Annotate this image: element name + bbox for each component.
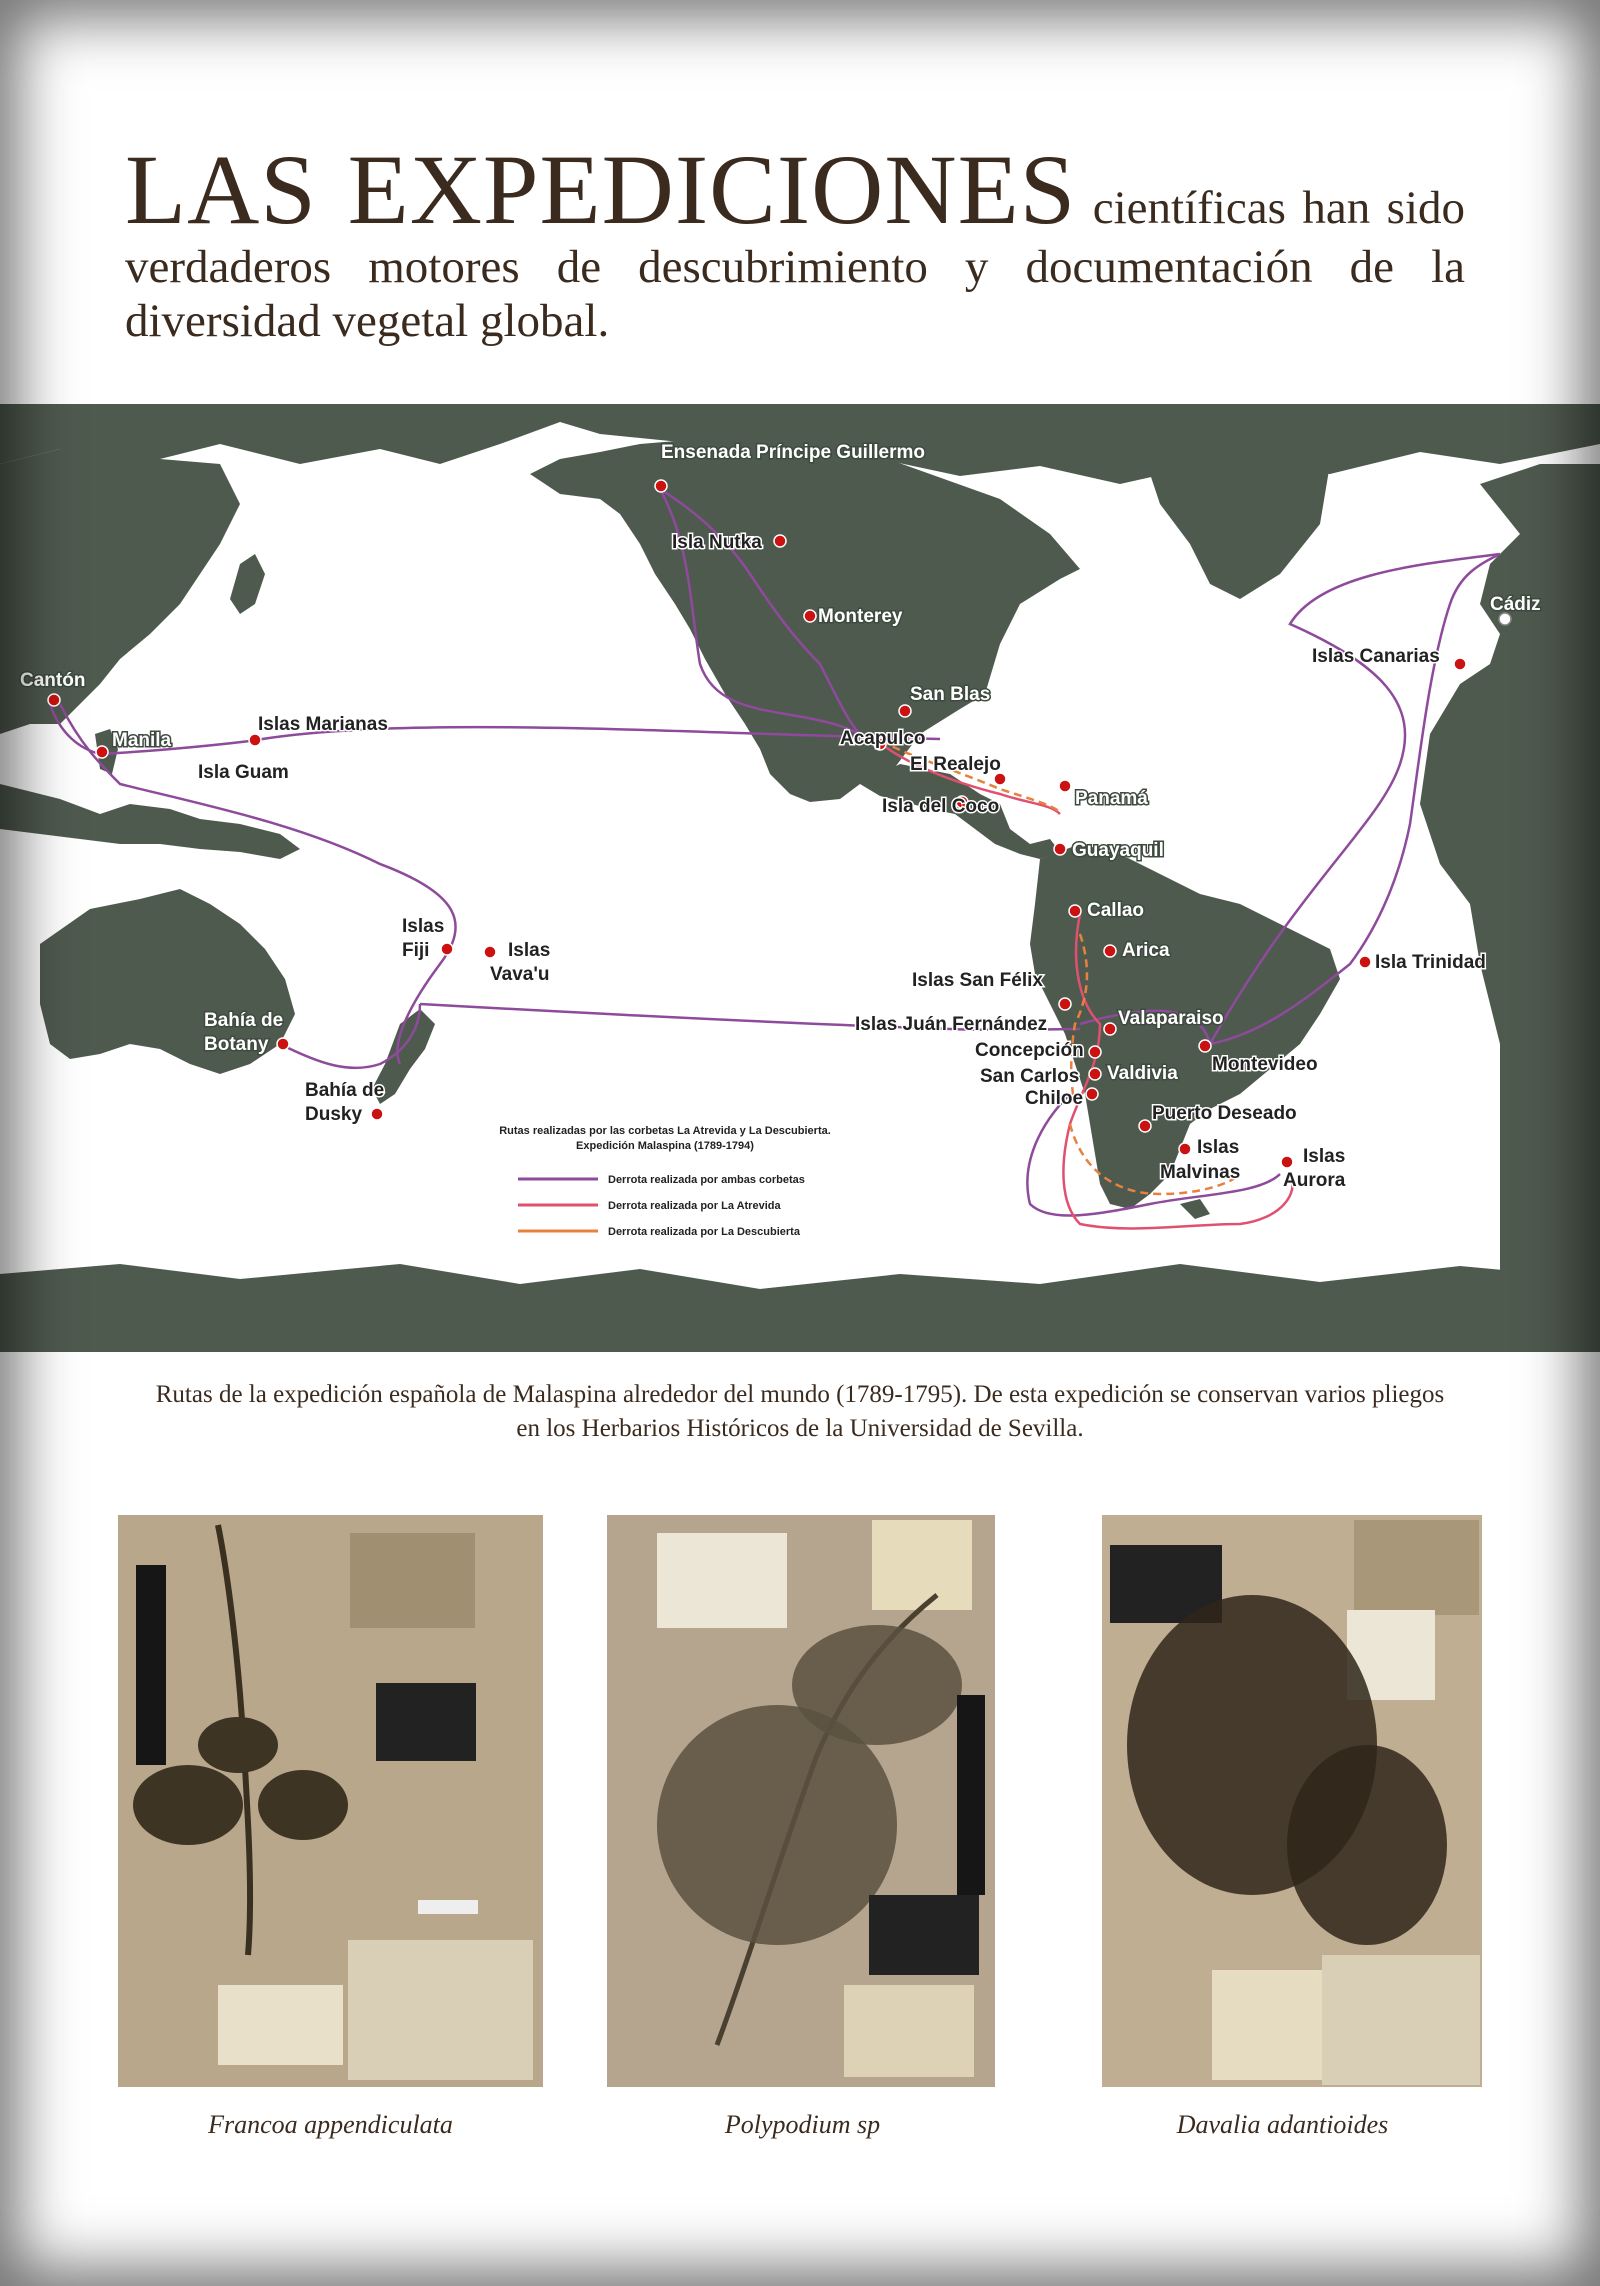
stop-trinidad: [1359, 956, 1371, 968]
stop-chiloe: [1086, 1088, 1098, 1100]
label-fiji-2: Fiji: [402, 940, 430, 961]
label-cadiz: Cádiz: [1490, 594, 1541, 615]
stop-canton: [48, 694, 60, 706]
label-valparaiso: Valaparaiso: [1118, 1008, 1224, 1029]
label-dusky-2: Dusky: [305, 1104, 363, 1125]
label-malvinas: Malvinas: [1160, 1162, 1241, 1183]
label-deseado: Puerto Deseado: [1152, 1103, 1297, 1124]
stop-botany: [277, 1038, 289, 1050]
legend-item-both: Derrota realizada por ambas corbetas: [608, 1174, 805, 1186]
color-chart: [376, 1683, 476, 1761]
specimen-name-1: Francoa appendiculata: [208, 2110, 453, 2139]
map-caption: Rutas de la expedición española de Malaspina alrededor del mundo (1789-1795). De esta expedición se conservan varios pliegos en los Herbarios Históricos de la Universidad de Sevilla.: [155, 1381, 1445, 1442]
label-trinidad: Isla Trinidad: [1375, 952, 1486, 973]
stop-manila: [96, 746, 108, 758]
label-valdivia: Valdivia: [1107, 1063, 1178, 1084]
stop-panama: [1059, 780, 1071, 792]
label-ensenada: Ensenada Príncipe Guillermo: [661, 442, 925, 463]
label-guam: Isla Guam: [198, 762, 289, 783]
stop-ensenada: [655, 480, 667, 492]
route-map: [0, 404, 1600, 1352]
stop-valparaiso: [1104, 1023, 1116, 1035]
label-concepcion: Concepción: [975, 1040, 1084, 1061]
stop-nutka: [774, 535, 786, 547]
specimen-image-3: [1102, 1515, 1482, 2087]
label-fiji-1: Islas: [402, 916, 445, 937]
label-slip: [1322, 1955, 1480, 2085]
scale-bar: [136, 1565, 166, 1765]
color-chart: [869, 1895, 979, 1975]
stop-deseado: [1139, 1120, 1151, 1132]
label-realejo: El Realejo: [910, 754, 1001, 775]
label-coco: Isla del Coco: [882, 796, 1000, 817]
stop-monterey: [804, 610, 816, 622]
frond: [792, 1625, 962, 1745]
label-guayaquil: Guayaquil: [1072, 840, 1164, 861]
stop-vavau: [484, 946, 496, 958]
stop-guayaquil: [1054, 843, 1066, 855]
map-svg: [0, 404, 1600, 1352]
headline-text: científicas han sido verdaderos motores de descubrimiento y documentación de la diversidad vegetal global.: [125, 182, 1465, 347]
legend-item-atrevida: Derrota realizada por La Atrevida: [608, 1200, 781, 1212]
label-dusky-1: Bahía de: [305, 1080, 385, 1101]
label-arica: Arica: [1122, 940, 1170, 961]
specimen-sheet-1: [118, 1515, 543, 2087]
headline: [125, 134, 1465, 348]
label-canarias: Islas Canarias: [1312, 646, 1440, 667]
label-juanfernandez: Islas Juán Fernández: [855, 1014, 1048, 1035]
stop-montevideo: [1199, 1040, 1211, 1052]
label-slip: [1212, 1970, 1322, 2080]
label-slip: [218, 1985, 343, 2065]
specimen-name-3: Davalia adantioides: [1176, 2110, 1389, 2139]
stop-arica: [1104, 945, 1116, 957]
specimen-image-1: [118, 1515, 543, 2087]
label-sancarlos: San Carlos: [980, 1066, 1080, 1087]
barcode: [418, 1900, 478, 1914]
label-vavau-1: Islas: [508, 940, 551, 961]
label-slip: [844, 1985, 974, 2077]
label-callao: Callao: [1087, 900, 1145, 921]
stop-canarias: [1454, 658, 1466, 670]
headline-title: LAS EXPEDICIONES: [125, 134, 1077, 245]
label-sanfelix: Islas San Félix: [912, 970, 1043, 991]
label-marianas: Islas Marianas: [258, 714, 388, 735]
frond: [1287, 1745, 1447, 1945]
stop-malvinas: [1179, 1143, 1191, 1155]
label-slip: [872, 1520, 972, 1610]
label-aurora-2: Aurora: [1283, 1170, 1346, 1191]
label-islas-malvinas: Islas: [1197, 1137, 1240, 1158]
stop-fiji: [441, 943, 453, 955]
legend-item-descubierta: Derrota realizada por La Descubierta: [608, 1226, 800, 1238]
label-acapulco: Acapulco: [840, 728, 926, 749]
label-aurora-1: Islas: [1303, 1146, 1346, 1167]
label-vavau-2: Vava'u: [490, 964, 550, 985]
label-slip: [348, 1940, 533, 2080]
leaf: [198, 1717, 278, 1773]
legend-title-2: Expedición Malaspina (1789-1794): [576, 1140, 754, 1152]
label-montevideo: Montevideo: [1212, 1054, 1318, 1075]
specimen-sheet-2: [607, 1515, 995, 2087]
label-botany-1: Bahía de: [204, 1010, 284, 1031]
label-nutka: Isla Nutka: [672, 532, 762, 553]
stop-marianas: [249, 734, 261, 746]
label-panama: Panamá: [1075, 788, 1148, 809]
envelope: [350, 1533, 475, 1628]
label-chiloe: Chiloe: [1025, 1088, 1084, 1109]
specimen-image-2: [607, 1515, 995, 2087]
specimen-sheet-3: [1102, 1515, 1482, 2087]
stop-valdivia: [1089, 1068, 1101, 1080]
label-slip: [657, 1533, 787, 1628]
label-sanblas: San Blas: [910, 684, 991, 705]
legend-title-1: Rutas realizadas por las corbetas La Atrevida y La Descubierta.: [499, 1125, 831, 1137]
stop-dusky: [371, 1108, 383, 1120]
stop-juanfernandez: [1059, 998, 1071, 1010]
stop-concepcion: [1089, 1046, 1101, 1058]
stop-callao: [1069, 905, 1081, 917]
specimen-name-2: Polypodium sp: [724, 2110, 881, 2139]
label-manila: Manila: [112, 730, 172, 751]
stop-aurora: [1281, 1156, 1293, 1168]
leaf: [133, 1765, 243, 1845]
leaf: [258, 1770, 348, 1840]
envelope: [1354, 1520, 1479, 1615]
scale-bar: [957, 1695, 985, 1895]
stop-sanblas: [899, 705, 911, 717]
label-canton: Cantón: [20, 670, 86, 691]
label-botany-2: Botany: [204, 1034, 269, 1055]
label-monterey: Monterey: [818, 606, 903, 627]
